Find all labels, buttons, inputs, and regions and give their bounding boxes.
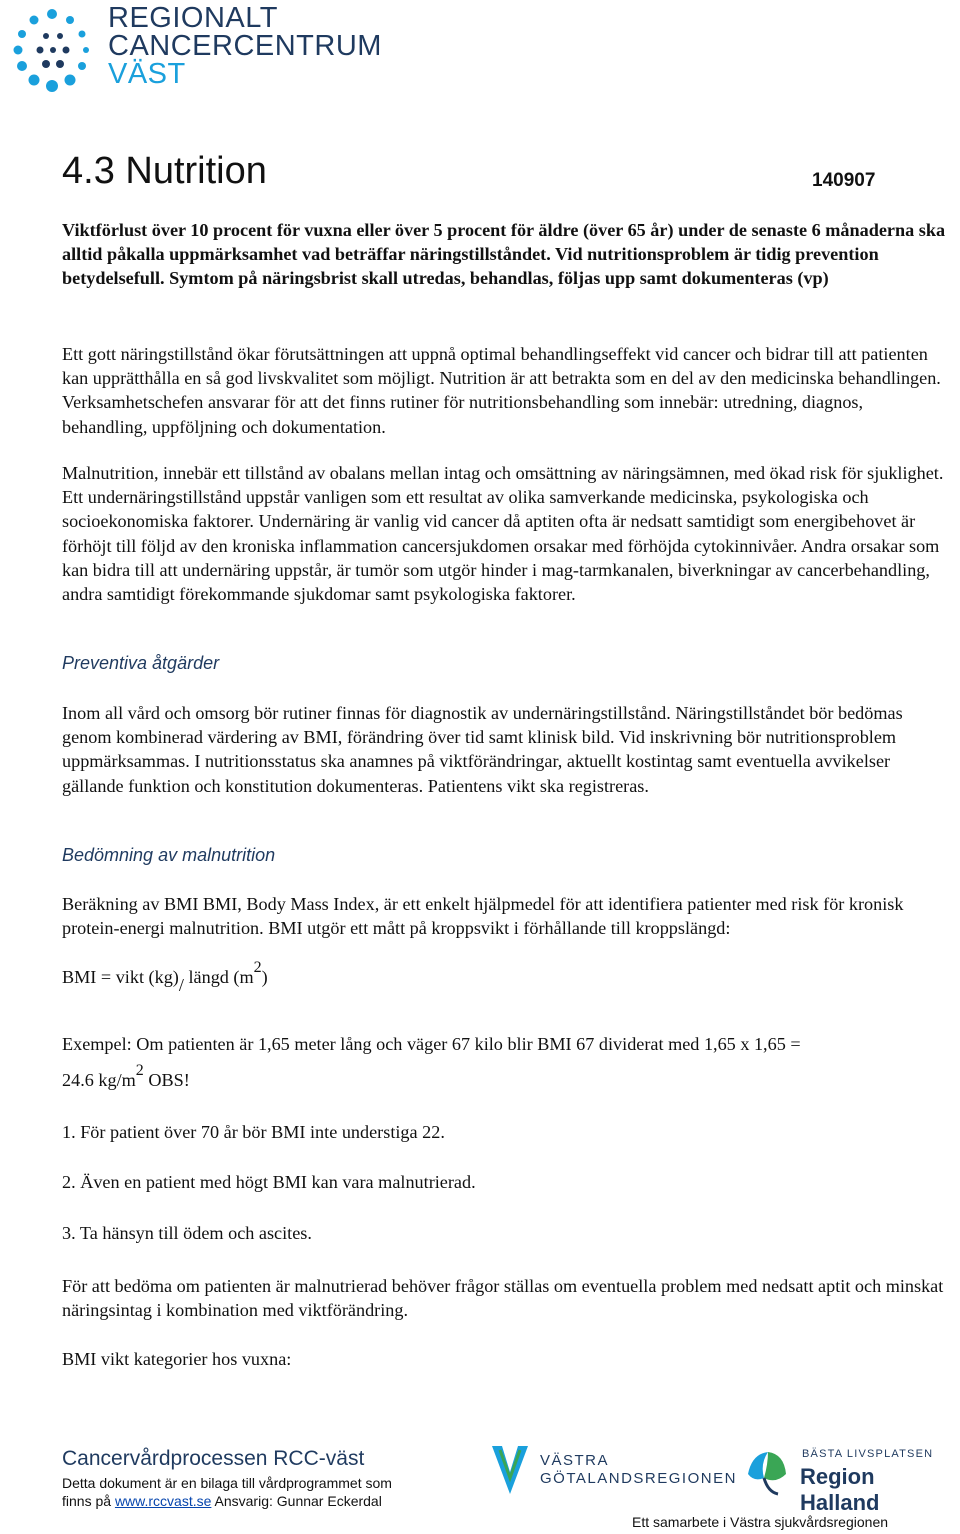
halland-emblem-icon — [742, 1444, 792, 1498]
rh-name: Region Halland — [800, 1464, 880, 1515]
paragraph-4: Beräkning av BMI BMI, Body Mass Index, är ett enkelt hjälpmedel för att identifiera patienter med risk för kronisk protein-energi malnutrition. BMI utgör ett mått på kroppsvikt i förhållande till kroppslängd: — [62, 894, 904, 939]
note-3: 3. Ta hänsyn till ödem och ascites. — [62, 1223, 312, 1243]
example-line-1: Exempel: Om patienten är 1,65 meter lång och väger 67 kilo blir BMI 67 dividerat med 1,65 x 1,65 = — [62, 1034, 801, 1054]
vgr-line-2: GÖTALANDSREGIONEN — [540, 1470, 737, 1487]
logo-line-1: REGIONALT — [108, 2, 278, 34]
bmi-formula — [62, 959, 268, 996]
vgr-logo — [488, 1444, 737, 1496]
paragraph-6: BMI vikt kategorier hos vuxna: — [62, 1349, 292, 1369]
formula-close: ) — [261, 967, 268, 988]
paragraph-2: Malnutrition, innebär ett tillstånd av obalans mellan intag och omsättning av näringsämnen, med ökad risk för sjuklighet. Ett undernäringstillstånd uppstår vanligen som ett resultat av olika samverkande medicinska, psykologiska och socioekonomiska faktorer. Undernäring är vanlig vid cancer då aptiten ofta är nedsatt samtidigt som energibehovet är förhöjt till följd av den kroniska inflammation cancersjukdomen orsakar med förhöjda cytokinnivåer. Andra orsakar som kan bidra till att undernäring uppstår, är tumör som utgör hinder i mag-tarmkanalen, biverkningar av cancerbehandling, andra samtidigt förekommande sjukdomar samt psykologiska faktorer. — [62, 463, 944, 605]
example-sup: 2 — [135, 1062, 144, 1079]
note-1: 1. För patient över 70 år bör BMI inte understiga 22. — [62, 1122, 445, 1142]
rccvast-link[interactable]: www.rccvast.se — [114, 1493, 212, 1509]
document-id: 140907 — [812, 170, 876, 191]
footer-prefix: finns på — [62, 1493, 115, 1509]
formula-right: längd (m — [183, 967, 254, 988]
footer-responsible: Ansvarig: Gunnar Eckerdal — [211, 1493, 382, 1509]
logo-line-2: CANCERCENTRUM — [108, 30, 382, 62]
rcc-logo-text — [108, 4, 382, 88]
paragraph-3: Inom all vård och omsorg bör rutiner finnas för diagnostik av undernäringstillstånd. Näringstillståndet bör bedömas genom kombinerad värdering av BMI, förändring över tid samt klinisk bild. Vid inskrivning bör nutritionsproblem uppmärksammas. I nutritionsstatus ska anamnes på viktförändringar, aktuellt kostintag samt eventuella avvikelser gällande funktion och konstitution dokumenteras. Patientens vikt ska registreras. — [62, 703, 903, 796]
vgr-line-1: VÄSTRA — [540, 1452, 610, 1469]
note-2: 2. Även en patient med högt BMI kan vara malnutrierad. — [62, 1172, 476, 1192]
formula-left: BMI = vikt (kg) — [62, 967, 179, 988]
example-value: 24.6 kg/m — [62, 1070, 136, 1091]
page-title: 4.3 Nutrition — [62, 150, 267, 192]
heading-bedomning: Bedömning av malnutrition — [62, 845, 276, 865]
formula-slash: / — [178, 975, 184, 996]
logo-line-3: VÄST — [108, 58, 186, 90]
vgr-emblem-icon — [488, 1444, 532, 1496]
paragraph-5: För att bedöma om patienten är malnutrierad behöver frågor ställas om eventuella problem med nedsatt aptit och minskat näringsintag i kombination med viktförändring. — [62, 1276, 944, 1321]
heading-preventiva: Preventiva åtgärder — [62, 653, 220, 673]
formula-sup: 2 — [253, 959, 262, 976]
paragraph-1: Ett gott näringstillstånd ökar förutsättningen att uppnå optimal behandlingseffekt vid cancer och bidrar till att patienten kan upprätthålla en så god livskvalitet som möjligt. Nutrition är att betrakta som en del av den medicinska behandlingen. Verksamhetschefen ansvarar för att det finns rutiner för nutritionsbehandling som innebär: utredning, diagnos, behandling, uppföljning och dokumentation. — [62, 344, 941, 437]
footer-line-1: Detta dokument är en bilaga till vårdprogrammet som — [62, 1475, 392, 1491]
footer-collaboration: Ett samarbete i Västra sjukvårdsregionen — [632, 1514, 889, 1530]
intro-paragraph: Viktförlust över 10 procent för vuxna eller över 5 procent för äldre (över 65 år) under de senaste 6 månaderna ska alltid påkalla uppmärksamhet vad beträffar näringstillståndet. Vid nutritionsproblem är tidig prevention betydelsefull. Symtom på näringsbrist skall utredas, behandlas, följas upp samt dokumenteras (vp) — [62, 220, 946, 289]
example-line-2 — [62, 1062, 190, 1091]
region-halland-logo — [742, 1444, 958, 1515]
example-obs: OBS! — [143, 1070, 190, 1091]
rh-tagline: BÄSTA LIVSPLATSEN — [802, 1448, 934, 1460]
footer-line-2 — [62, 1493, 382, 1509]
footer-title: Cancervårdprocessen RCC-väst — [62, 1447, 365, 1470]
